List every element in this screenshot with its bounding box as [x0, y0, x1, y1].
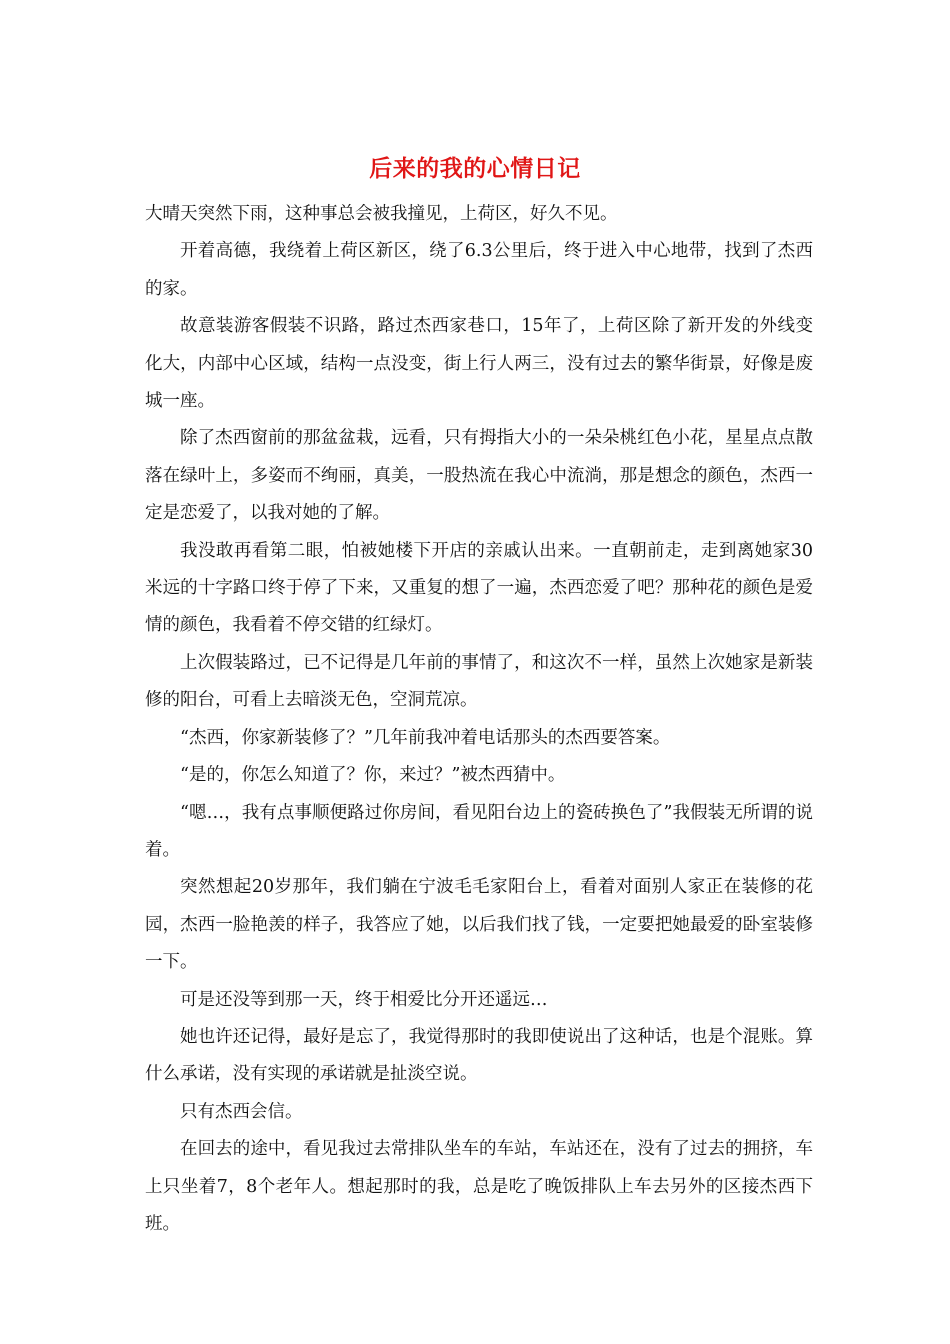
- paragraph: 我没敢再看第二眼，怕被她楼下开店的亲戚认出来。一直朝前走，走到离她家30米远的十字路口终于停了下来，又重复的想了一遍，杰西恋爱了吧？那种花的颜色是爱情的颜色，我看着不停交错的红绿灯。: [145, 540, 813, 636]
- paragraph: 大晴天突然下雨，这种事总会被我撞见，上荷区，好久不见。: [145, 204, 618, 224]
- paragraph: 开着高德，我绕着上荷区新区，绕了6.3公里后，终于进入中心地带，找到了杰西的家。: [145, 241, 813, 299]
- paragraph: 在回去的途中，看见我过去常排队坐车的车站，车站还在，没有了过去的拥挤，车上只坐着7，8个老年人。想起那时的我，总是吃了晚饭排队上车去另外的区接杰西下班。: [145, 1139, 813, 1234]
- paragraph: “杰西，你家新装修了？”几年前我冲着电话那头的杰西要答案。: [180, 727, 671, 748]
- paragraph: 故意装游客假装不识路，路过杰西家巷口，15年了，上荷区除了新开发的外线变化大，内部中心区域，结构一点没变，街上行人两三，没有过去的繁华街景，好像是废城一座。: [145, 316, 813, 412]
- document-title: 后来的我的心情日记: [369, 155, 581, 182]
- paragraph: “嗯…，我有点事顺便路过你房间，看见阳台边上的瓷砖换色了”我假装无所谓的说着。: [145, 802, 813, 860]
- document-body: [145, 196, 813, 1243]
- paragraph: “是的，你怎么知道了？你，来过？”被杰西猜中。: [180, 765, 566, 786]
- paragraph: 上次假装路过，已不记得是几年前的事情了，和这次不一样，虽然上次她家是新装修的阳台，可看上去暗淡无色，空洞荒凉。: [145, 652, 813, 711]
- paragraph: 她也许还记得，最好是忘了，我觉得那时的我即使说出了这种话，也是个混账。算什么承诺，没有实现的承诺就是扯淡空说。: [145, 1026, 813, 1085]
- paragraph: 只有杰西会信。: [180, 1101, 303, 1122]
- paragraph: 可是还没等到那一天，终于相爱比分开还遥远…: [180, 989, 548, 1010]
- paragraph: 除了杰西窗前的那盆盆栽，远看，只有拇指大小的一朵朵桃红色小花，星星点点散落在绿叶上，多姿而不绚丽，真美，一股热流在我心中流淌，那是想念的颜色，杰西一定是恋爱了，以我对她的了解。: [145, 428, 813, 524]
- paragraph: 突然想起20岁那年，我们躺在宁波毛毛家阳台上，看着对面别人家正在装修的花园，杰西一脸艳羡的样子，我答应了她，以后我们找了钱，一定要把她最爱的卧室装修一下。: [145, 877, 813, 973]
